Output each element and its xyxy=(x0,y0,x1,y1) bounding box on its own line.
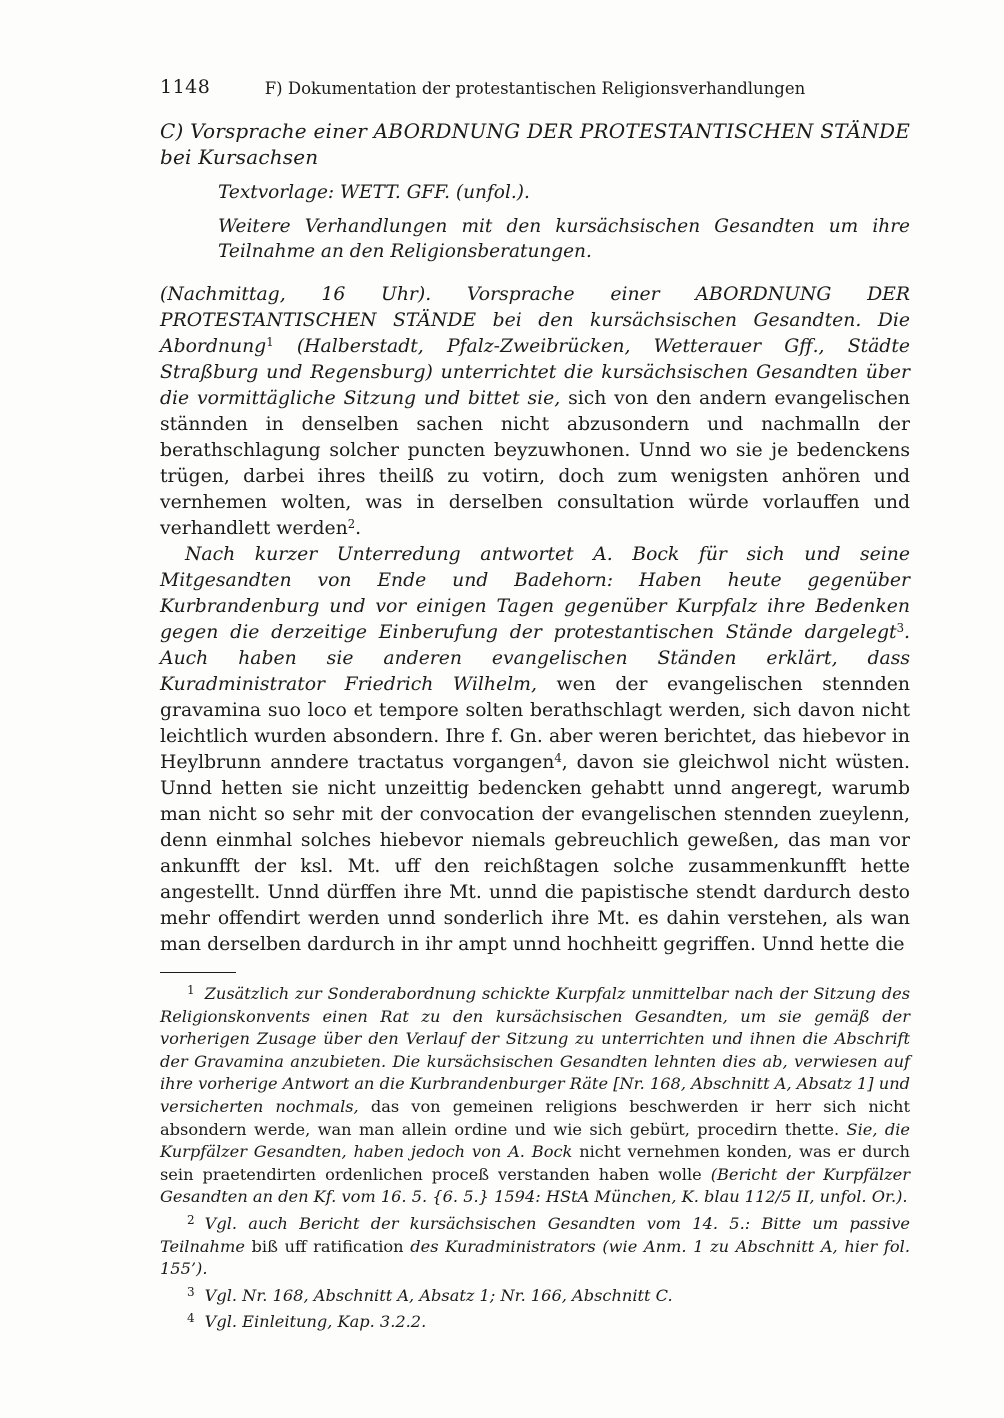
running-header xyxy=(160,76,910,102)
footnotes-section xyxy=(160,979,910,1334)
regest-summary: Weitere Verhandlungen mit den kursächsischen Gesandten um ihre Teilnahme an den Religionsberatungen. xyxy=(218,216,910,262)
footnote-number: 2 xyxy=(187,1212,195,1227)
page-number: 1148 xyxy=(160,76,211,98)
footnote-2 xyxy=(160,1209,910,1281)
footnote-number: 1 xyxy=(187,983,195,997)
footnote-4 xyxy=(160,1307,910,1334)
footnote-separator-rule xyxy=(160,972,236,973)
body-paragraph-1: (Nachmittag, 16 Uhr). Vorsprache einer ABORDNUNG DER PROTESTANTISCHEN STÄNDE bei den kursächsischen Gesandten. Die Abordnung$^1$ (Halberstadt, Pfalz-Zweibrücken, Wetterauer Gff., Städte Straßburg und Regensburg) unterrichtet die kursächsischen Gesandten über die vormittägliche Sitzung und bittet sie, sich von den andern evangelischen stännden in denselben sachen nicht abzusondern und nachmalln der berathschlagung solcher puncten beyzuwhonen. Unnd wo sie je bedenckens trügen, darbei ihres theilß zu votirn, doch zum wenigsten anhören und vernhemen wolten, was in derselben consultation würde vorlauffen und verhandlett werden$^2$. xyxy=(160,284,910,539)
footnote-text: Vgl. Nr. 168, Abschnitt A, Absatz 1; Nr. 166, Abschnitt C. xyxy=(204,1285,673,1305)
footnote-text: Vgl. Einleitung, Kap. 3.2.2. xyxy=(204,1312,427,1332)
textvorlage-line: Textvorlage: WETT. GFF. (unfol.). xyxy=(218,182,530,203)
footnote-3 xyxy=(160,1281,910,1308)
footnote-number: 4 xyxy=(187,1311,195,1326)
footnote-text: Vgl. auch Bericht der kursächsischen Gesandten vom 14. 5.: Bitte um passive Teilnahme biß uff ratification des Kuradministrators (wie Anm. 1 zu Abschnitt A, hier fol. 155’). xyxy=(160,1213,910,1279)
body-paragraph-2: Nach kurzer Unterredung antwortet A. Bock für sich und seine Mitgesandten von Ende und Badehorn: Haben heute gegenüber Kurbrandenburg und vor einigen Tagen gegenüber Kurpfalz ihre Bedenken gegen die derzeitige Einberufung der protestantischen Stände dargelegt$^3$. Auch haben sie anderen evangelischen Ständen erklärt, dass Kuradministrator Friedrich Wilhelm, wen der evangelischen stennden gravamina suo loco et tempore solten berathschlagt werden, sich davon nicht leichtlich wurden absondern. Ihre f. Gn. aber weren berichtet, das hiebevor in Heylbrunn anndere tractatus vorgangen$^4$, davon sie gleichwol nicht wüsten. Unnd hetten sie nicht unzeittig bedencken gehabtt unnd angeregt, warumb man nicht so sehr mit der convocation der evangelischen stennden zueylenn, denn einmhal solches hiebevor niemals gebreuchlich geweßen, das man vor ankunfft der ksl. Mt. uff den reichßtagen solche zusammenkunfft hette angestellt. Unnd dürffen ihre Mt. unnd die papistische stendt dardurch desto mehr offendirt werden unnd sonderlich ihre Mt. es dahin verstehen, als wan man derselben dardurch in ihr ampt unnd hochheitt gegriffen. Unnd hette die xyxy=(160,544,911,955)
book-page xyxy=(160,76,910,1334)
footnote-number: 3 xyxy=(187,1284,195,1299)
footnote-text: Zusätzlich zur Sonderabordnung schickte Kurpfalz unmittelbar nach der Sitzung des Religionskonvents einen Rat zu den kursächsischen Gesandten, um sie gemäß der vorherigen Zusage über den Verlauf der Sitzung zu unterrichten und ihnen die Abschrift der Gravamina anzubieten. Die kursächsischen Gesandten lehnten dies ab, verwiesen auf ihre vorherige Antwort an die Kurbrandenburger Räte [Nr. 168, Abschnitt A, Absatz 1] und versicherten nochmals, das von gemeinen religions beschwerden ir herr sich nicht absondern werde, wan man allein ordine und wie sich gebürt, procedirn thette. Sie, die Kurpfälzer Gesandten, haben jedoch von A. Bock nicht vernehmen konden, was er durch sein praetendirten ordenlichen proceß verstanden haben wolle (Bericht der Kurpfälzer Gesandten an den Kf. vom 16. 5. {6. 5.} 1594: HStA München, K. blau 112/5 II, unfol. Or.). xyxy=(160,984,910,1207)
section-heading: C) Vorsprache einer ABORDNUNG DER PROTESTANTISCHEN STÄNDE bei Kursachsen xyxy=(160,119,910,169)
running-head-title: F) Dokumentation der protestantischen Religionsverhandlungen xyxy=(264,79,806,98)
body-text xyxy=(160,282,910,958)
footnote-1 xyxy=(160,979,910,1209)
front-matter xyxy=(218,180,910,264)
